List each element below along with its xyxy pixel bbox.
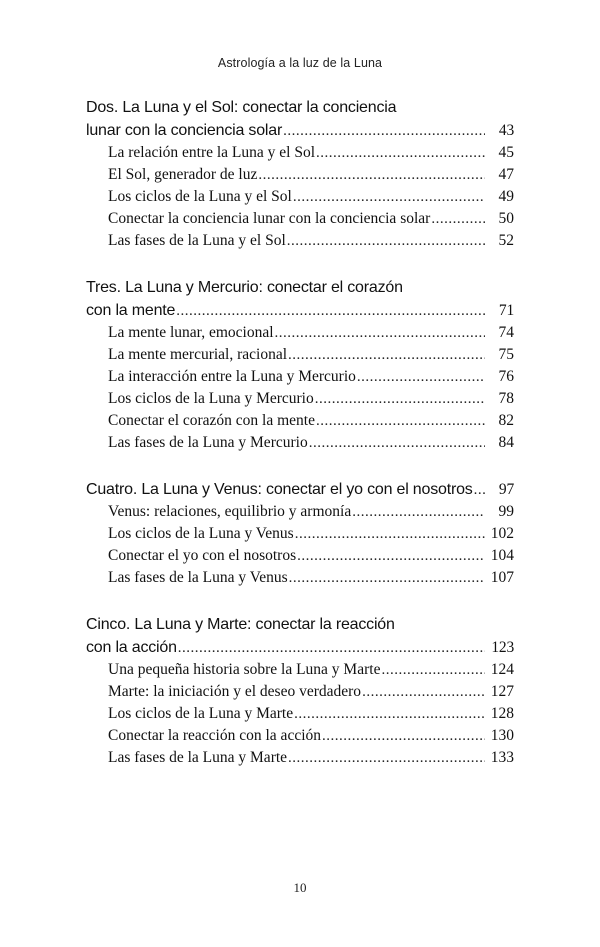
running-header: Astrología a la luz de la Luna [217, 56, 383, 70]
toc-entry[interactable] [86, 164, 514, 186]
page-number: 78 [498, 390, 514, 407]
chapter-main-entry[interactable] [86, 299, 514, 322]
toc-entry[interactable] [86, 344, 514, 366]
page-number: 43 [498, 122, 514, 139]
table-of-contents [86, 96, 514, 793]
entry-label: Los ciclos de la Luna y Mercurio [108, 390, 314, 407]
toc-entry[interactable] [86, 432, 514, 454]
toc-entry[interactable] [86, 567, 514, 589]
page-number: 45 [498, 144, 514, 161]
entry-label: Venus: relaciones, equilibrio y armonía [108, 503, 352, 520]
dot-leader [352, 501, 485, 523]
dot-leader [293, 186, 485, 208]
dot-leader [283, 120, 485, 142]
chapter-title: Tres. La Luna y Mercurio: conectar el corazón [86, 279, 403, 296]
toc-entry[interactable] [86, 725, 514, 747]
page-number: 130 [490, 727, 514, 744]
page-folio: 10 [293, 880, 307, 895]
toc-entry[interactable] [86, 659, 514, 681]
dot-leader [316, 410, 485, 432]
page-number: 128 [490, 705, 514, 722]
chapter-title: Cinco. La Luna y Marte: conectar la reacción [86, 616, 395, 633]
dot-leader [315, 388, 485, 410]
page-number: 50 [498, 210, 514, 227]
dot-leader [288, 747, 485, 769]
page-number: 133 [490, 749, 514, 766]
toc-entry[interactable] [86, 388, 514, 410]
page-number: 124 [490, 661, 514, 678]
dot-leader [275, 322, 485, 344]
page-number: 71 [498, 302, 514, 319]
entry-label: La relación entre la Luna y el Sol [108, 144, 316, 161]
entry-label: Conectar el yo con el nosotros [108, 547, 297, 564]
dot-leader [381, 659, 485, 681]
entry-label: Las fases de la Luna y el Sol [108, 232, 286, 249]
toc-entry[interactable] [86, 186, 514, 208]
entry-label: Las fases de la Luna y Marte [108, 749, 288, 766]
toc-entry[interactable] [86, 747, 514, 769]
entry-label: con la acción [86, 639, 177, 656]
page-number: 82 [498, 412, 514, 429]
page-number: 104 [490, 547, 514, 564]
page-number: 102 [490, 525, 514, 542]
entry-label: Las fases de la Luna y Mercurio [108, 434, 308, 451]
page-number: 75 [498, 346, 514, 363]
dot-leader [297, 545, 485, 567]
toc-entry[interactable] [86, 703, 514, 725]
dot-leader [357, 366, 485, 388]
entry-label: Los ciclos de la Luna y Venus [108, 525, 294, 542]
entry-label: Conectar la reacción con la acción [108, 727, 322, 744]
dot-leader [258, 164, 485, 186]
entry-label: Los ciclos de la Luna y el Sol [108, 188, 292, 205]
page-number: 123 [491, 639, 514, 656]
dot-leader [294, 703, 485, 725]
dot-leader [316, 142, 485, 164]
dot-leader [309, 432, 485, 454]
entry-label: Una pequeña historia sobre la Luna y Marte [108, 661, 381, 678]
entry-label: La mente mercurial, racional [108, 346, 288, 363]
toc-entry[interactable] [86, 523, 514, 545]
page-number: 84 [498, 434, 514, 451]
toc-entry[interactable] [86, 142, 514, 164]
page-number: 97 [498, 481, 514, 498]
dot-leader [287, 230, 485, 252]
toc-entry[interactable] [86, 208, 514, 230]
page-number: 47 [498, 166, 514, 183]
toc-entry[interactable] [86, 501, 514, 523]
toc-entry[interactable] [86, 410, 514, 432]
dot-leader [431, 208, 485, 230]
page-number: 49 [498, 188, 514, 205]
page-number: 74 [498, 324, 514, 341]
dot-leader [322, 725, 485, 747]
toc-entry[interactable] [86, 322, 514, 344]
chapter-cuatro [86, 478, 514, 589]
entry-label: lunar con la conciencia solar [86, 122, 283, 139]
page-number: 76 [498, 368, 514, 385]
chapter-cinco [86, 613, 514, 769]
chapter-main-entry[interactable] [86, 478, 514, 501]
chapter-main-entry[interactable] [86, 636, 514, 659]
dot-leader [288, 344, 485, 366]
toc-entry[interactable] [86, 545, 514, 567]
page-number: 99 [498, 503, 514, 520]
entry-label: Conectar el corazón con la mente [108, 412, 315, 429]
entry-label: La interacción entre la Luna y Mercurio [108, 368, 356, 385]
entry-label: Cuatro. La Luna y Venus: conectar el yo con el nosotros [86, 481, 473, 498]
chapter-main-entry[interactable] [86, 119, 514, 142]
dot-leader [474, 479, 485, 501]
toc-entry[interactable] [86, 366, 514, 388]
entry-label: Marte: la iniciación y el deseo verdadero [108, 683, 362, 700]
dot-leader [362, 681, 485, 703]
entry-label: Conectar la conciencia lunar con la conciencia solar [108, 210, 431, 227]
dot-leader [176, 300, 485, 322]
dot-leader [178, 637, 485, 659]
entry-label: El Sol, generador de luz [108, 166, 258, 183]
toc-entry[interactable] [86, 230, 514, 252]
dot-leader [295, 523, 485, 545]
chapter-dos [86, 96, 514, 252]
entry-label: Los ciclos de la Luna y Marte [108, 705, 294, 722]
chapter-title: Dos. La Luna y el Sol: conectar la conciencia [86, 99, 397, 116]
page-number: 107 [490, 569, 514, 586]
page-number: 127 [490, 683, 514, 700]
page-number: 52 [498, 232, 514, 249]
entry-label: La mente lunar, emocional [108, 324, 274, 341]
entry-label: con la mente [86, 302, 176, 319]
dot-leader [289, 567, 485, 589]
entry-label: Las fases de la Luna y Venus [108, 569, 288, 586]
toc-entry[interactable] [86, 681, 514, 703]
chapter-tres [86, 276, 514, 454]
